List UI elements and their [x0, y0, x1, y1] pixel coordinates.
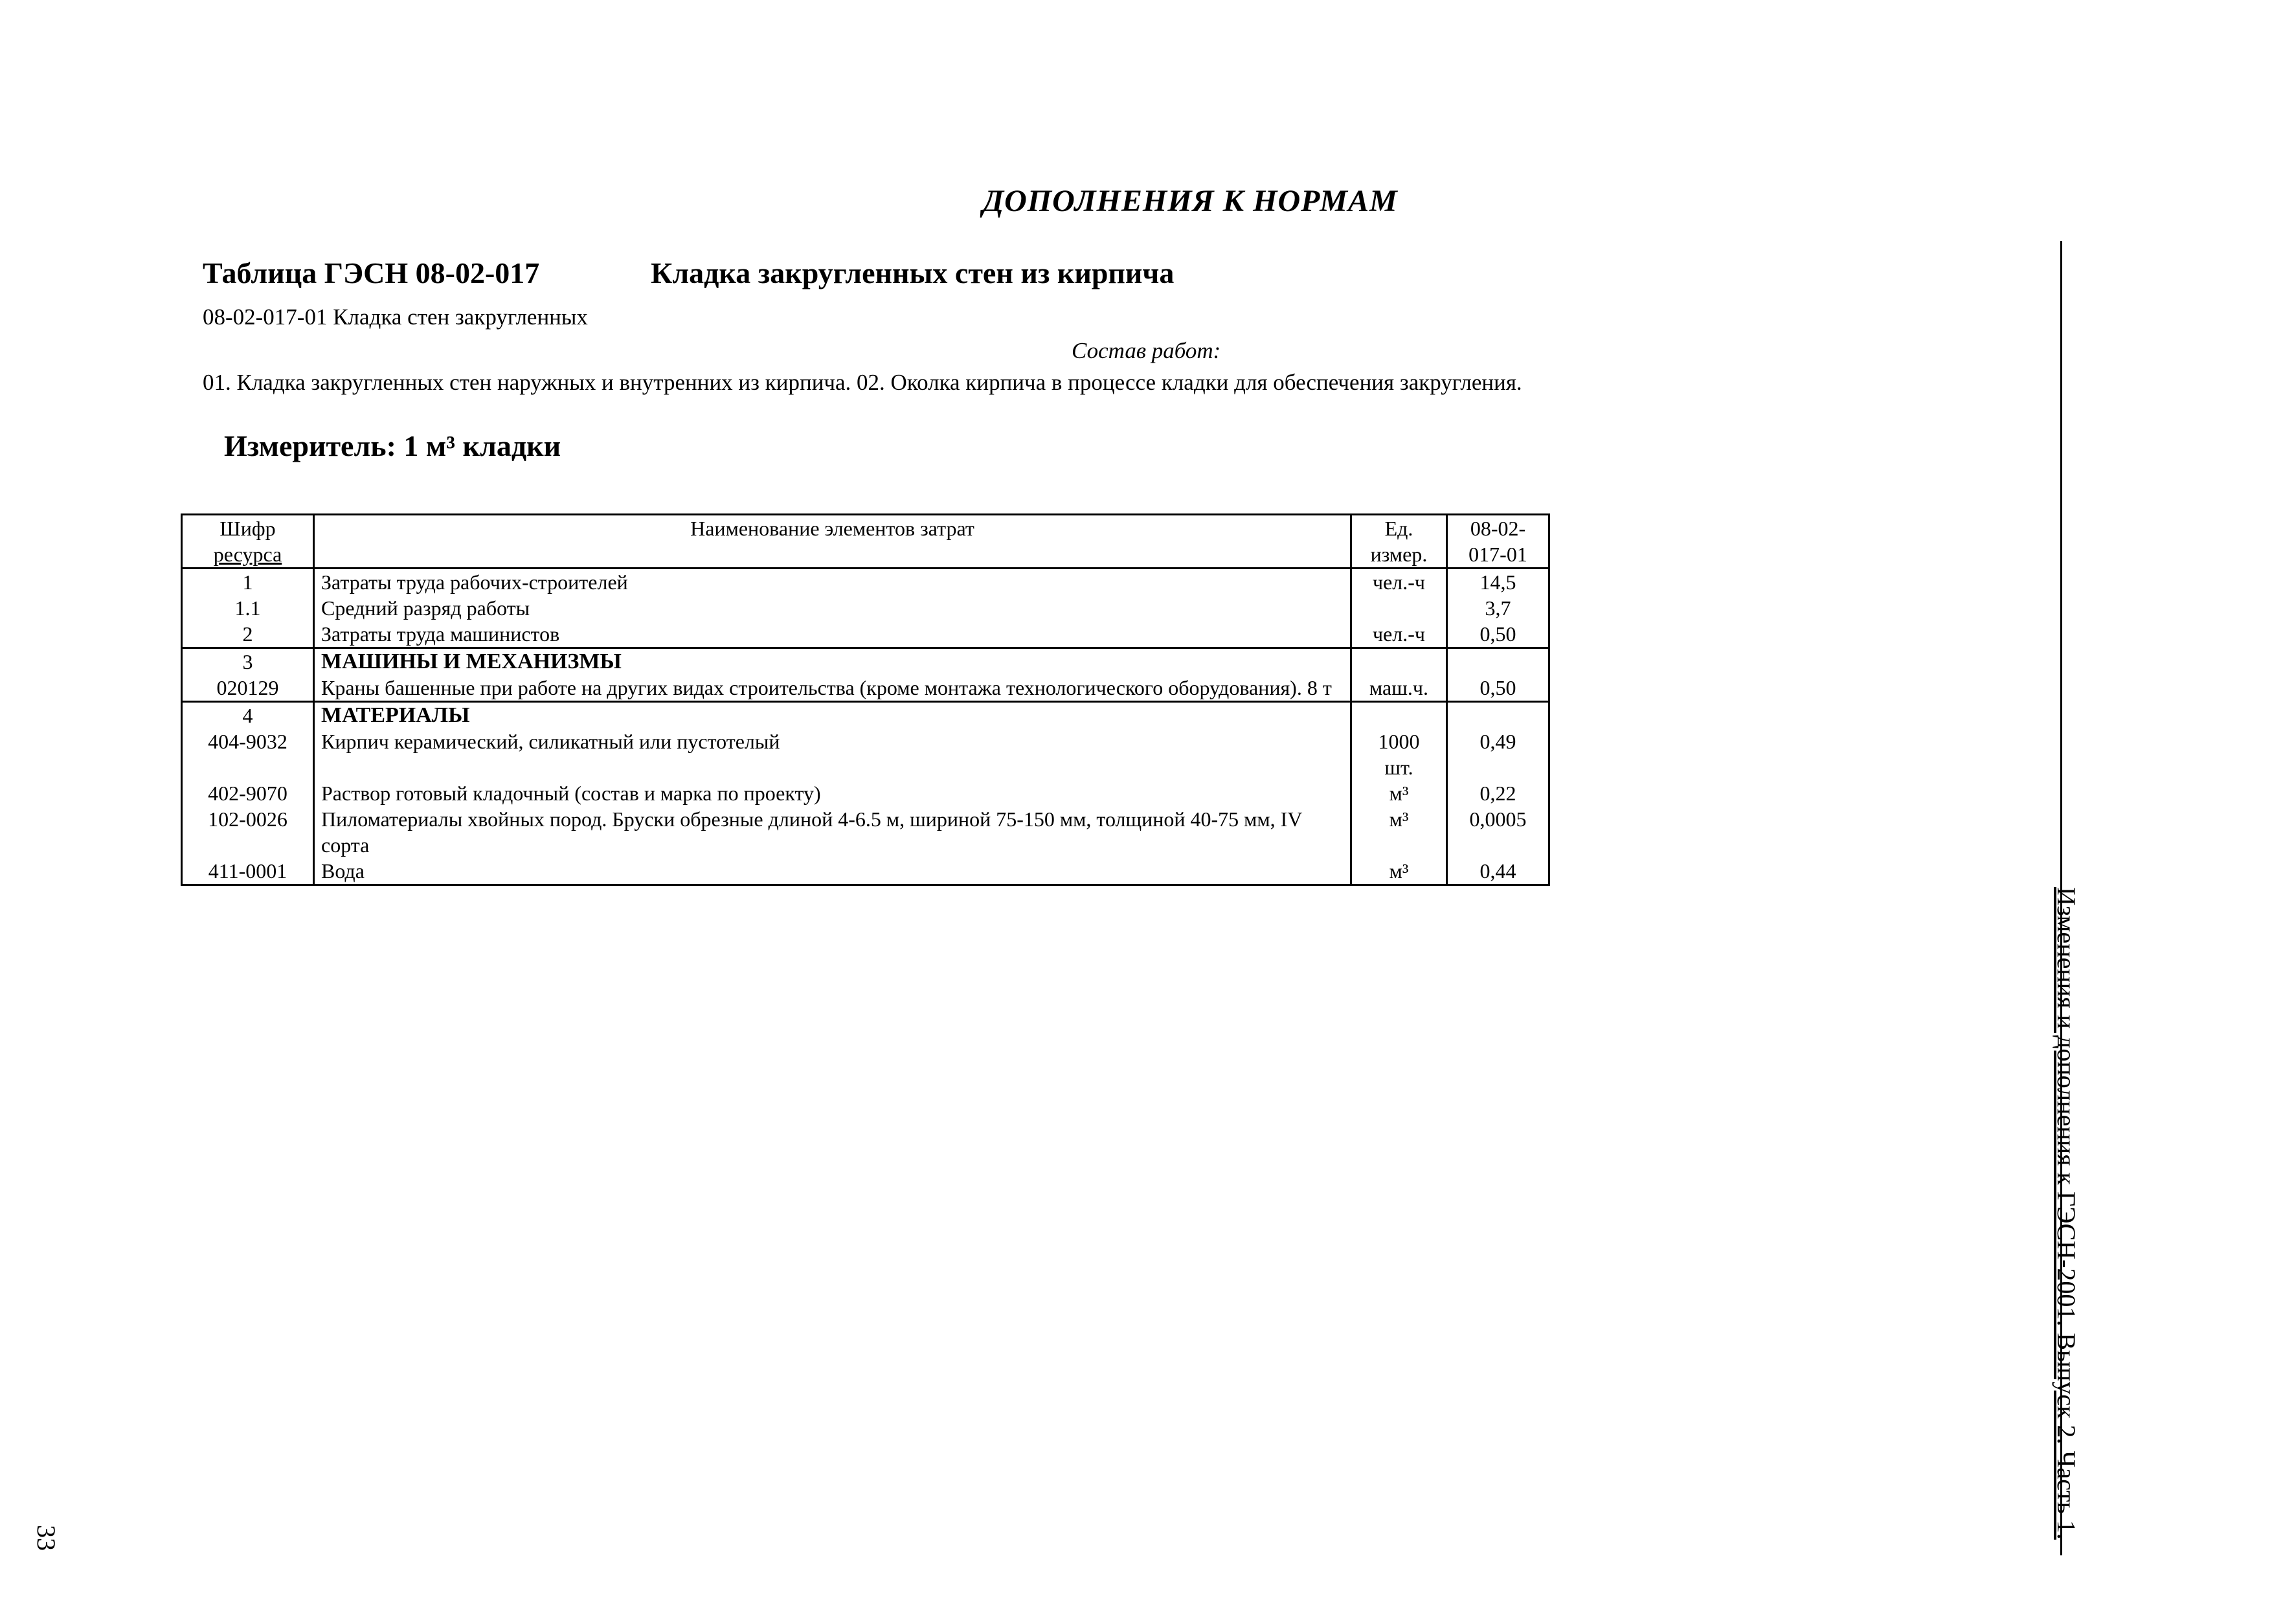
header-name: Наименование элементов затрат — [314, 515, 1351, 569]
cell-unit: м³ — [1351, 806, 1447, 858]
cell-value: 0,50 — [1447, 675, 1549, 702]
cell-unit: чел.-ч — [1351, 621, 1447, 648]
cell-name: Пиломатериалы хвойных пород. Бруски обрезные длиной 4-6.5 м, шириной 75-150 мм, толщиной 40-75 мм, IV сорта — [314, 806, 1351, 858]
cell-unit: маш.ч. — [1351, 675, 1447, 702]
table-title: Кладка закругленных стен из кирпича — [651, 256, 1175, 289]
header-unit — [1351, 515, 1447, 569]
header-value-line1: 08-02- — [1470, 517, 1526, 540]
cell-unit: чел.-ч — [1351, 569, 1447, 596]
cell-value: 3,7 — [1447, 595, 1549, 621]
cell-code: 1 — [182, 569, 314, 596]
cell-value: 0,49 — [1447, 728, 1549, 780]
cell-code: 404-9032 — [182, 728, 314, 780]
page-number: 33 — [32, 1525, 61, 1551]
table-row — [182, 595, 1549, 621]
table-id: Таблица ГЭСН 08-02-017 — [203, 256, 540, 289]
cell-code: 402-9070 — [182, 780, 314, 806]
cell-value: 0,22 — [1447, 780, 1549, 806]
norm-subtitle: 08-02-017-01 Кладка стен закругленных — [203, 304, 588, 330]
table-header-row — [182, 515, 1549, 569]
cell-name: Кирпич керамический, силикатный или пустотелый — [314, 728, 1351, 780]
cell-name: Средний разряд работы — [314, 595, 1351, 621]
cell-unit — [1351, 702, 1447, 729]
cell-code: 102-0026 — [182, 806, 314, 858]
cell-name: Затраты труда машинистов — [314, 621, 1351, 648]
header-code-line1: Шифр — [219, 517, 276, 540]
table-row — [182, 569, 1549, 596]
table-row — [182, 806, 1549, 858]
cell-name: Вода — [314, 858, 1351, 885]
header-value-line2: 017-01 — [1468, 543, 1527, 566]
cell-unit: м³ — [1351, 858, 1447, 885]
header-code-line2: ресурса — [213, 543, 282, 566]
section-title-materials: МАТЕРИАЛЫ — [314, 702, 1351, 729]
header-unit-line1: Ед. — [1384, 517, 1413, 540]
header-value — [1447, 515, 1549, 569]
cell-value — [1447, 702, 1549, 729]
table-row — [182, 858, 1549, 885]
table-row — [182, 675, 1549, 702]
side-caption: Изменения и дополнения к ГЭСН-2001. Выпуск 2. Часть 1. — [2052, 887, 2081, 1540]
table-row — [182, 728, 1549, 780]
table-row — [182, 780, 1549, 806]
cell-name: Затраты труда рабочих-строителей — [314, 569, 1351, 596]
section-title: ДОПОЛНЕНИЯ К НОРМАМ — [982, 184, 1398, 218]
header-code — [182, 515, 314, 569]
cell-code: 3 — [182, 648, 314, 675]
table-row — [182, 621, 1549, 648]
composition-text: 01. Кладка закругленных стен наружных и внутренних из кирпича. 02. Околка кирпича в процессе кладки для обеспечения закругления. — [203, 370, 1522, 395]
cell-value: 14,5 — [1447, 569, 1549, 596]
section-title-machines: МАШИНЫ И МЕХАНИЗМЫ — [314, 648, 1351, 675]
cell-unit — [1351, 595, 1447, 621]
section-row-machines — [182, 648, 1549, 675]
measure-unit: Измеритель: 1 м³ кладки — [224, 429, 561, 462]
cell-code: 020129 — [182, 675, 314, 702]
section-row-materials — [182, 702, 1549, 729]
header-unit-line2: измер. — [1370, 543, 1428, 566]
cell-value: 0,0005 — [1447, 806, 1549, 858]
cell-unit — [1351, 648, 1447, 675]
cell-value — [1447, 648, 1549, 675]
cell-code: 411-0001 — [182, 858, 314, 885]
cell-code: 2 — [182, 621, 314, 648]
composition-label: Состав работ: — [1072, 338, 1221, 363]
cell-code: 1.1 — [182, 595, 314, 621]
resource-table — [181, 513, 1550, 886]
cell-unit: 1000 шт. — [1351, 728, 1447, 780]
cell-code: 4 — [182, 702, 314, 729]
cell-value: 0,50 — [1447, 621, 1549, 648]
cell-value: 0,44 — [1447, 858, 1549, 885]
cell-name: Раствор готовый кладочный (состав и марка по проекту) — [314, 780, 1351, 806]
cell-name: Краны башенные при работе на других видах строительства (кроме монтажа технологического оборудования). 8 т — [314, 675, 1351, 702]
cell-unit: м³ — [1351, 780, 1447, 806]
